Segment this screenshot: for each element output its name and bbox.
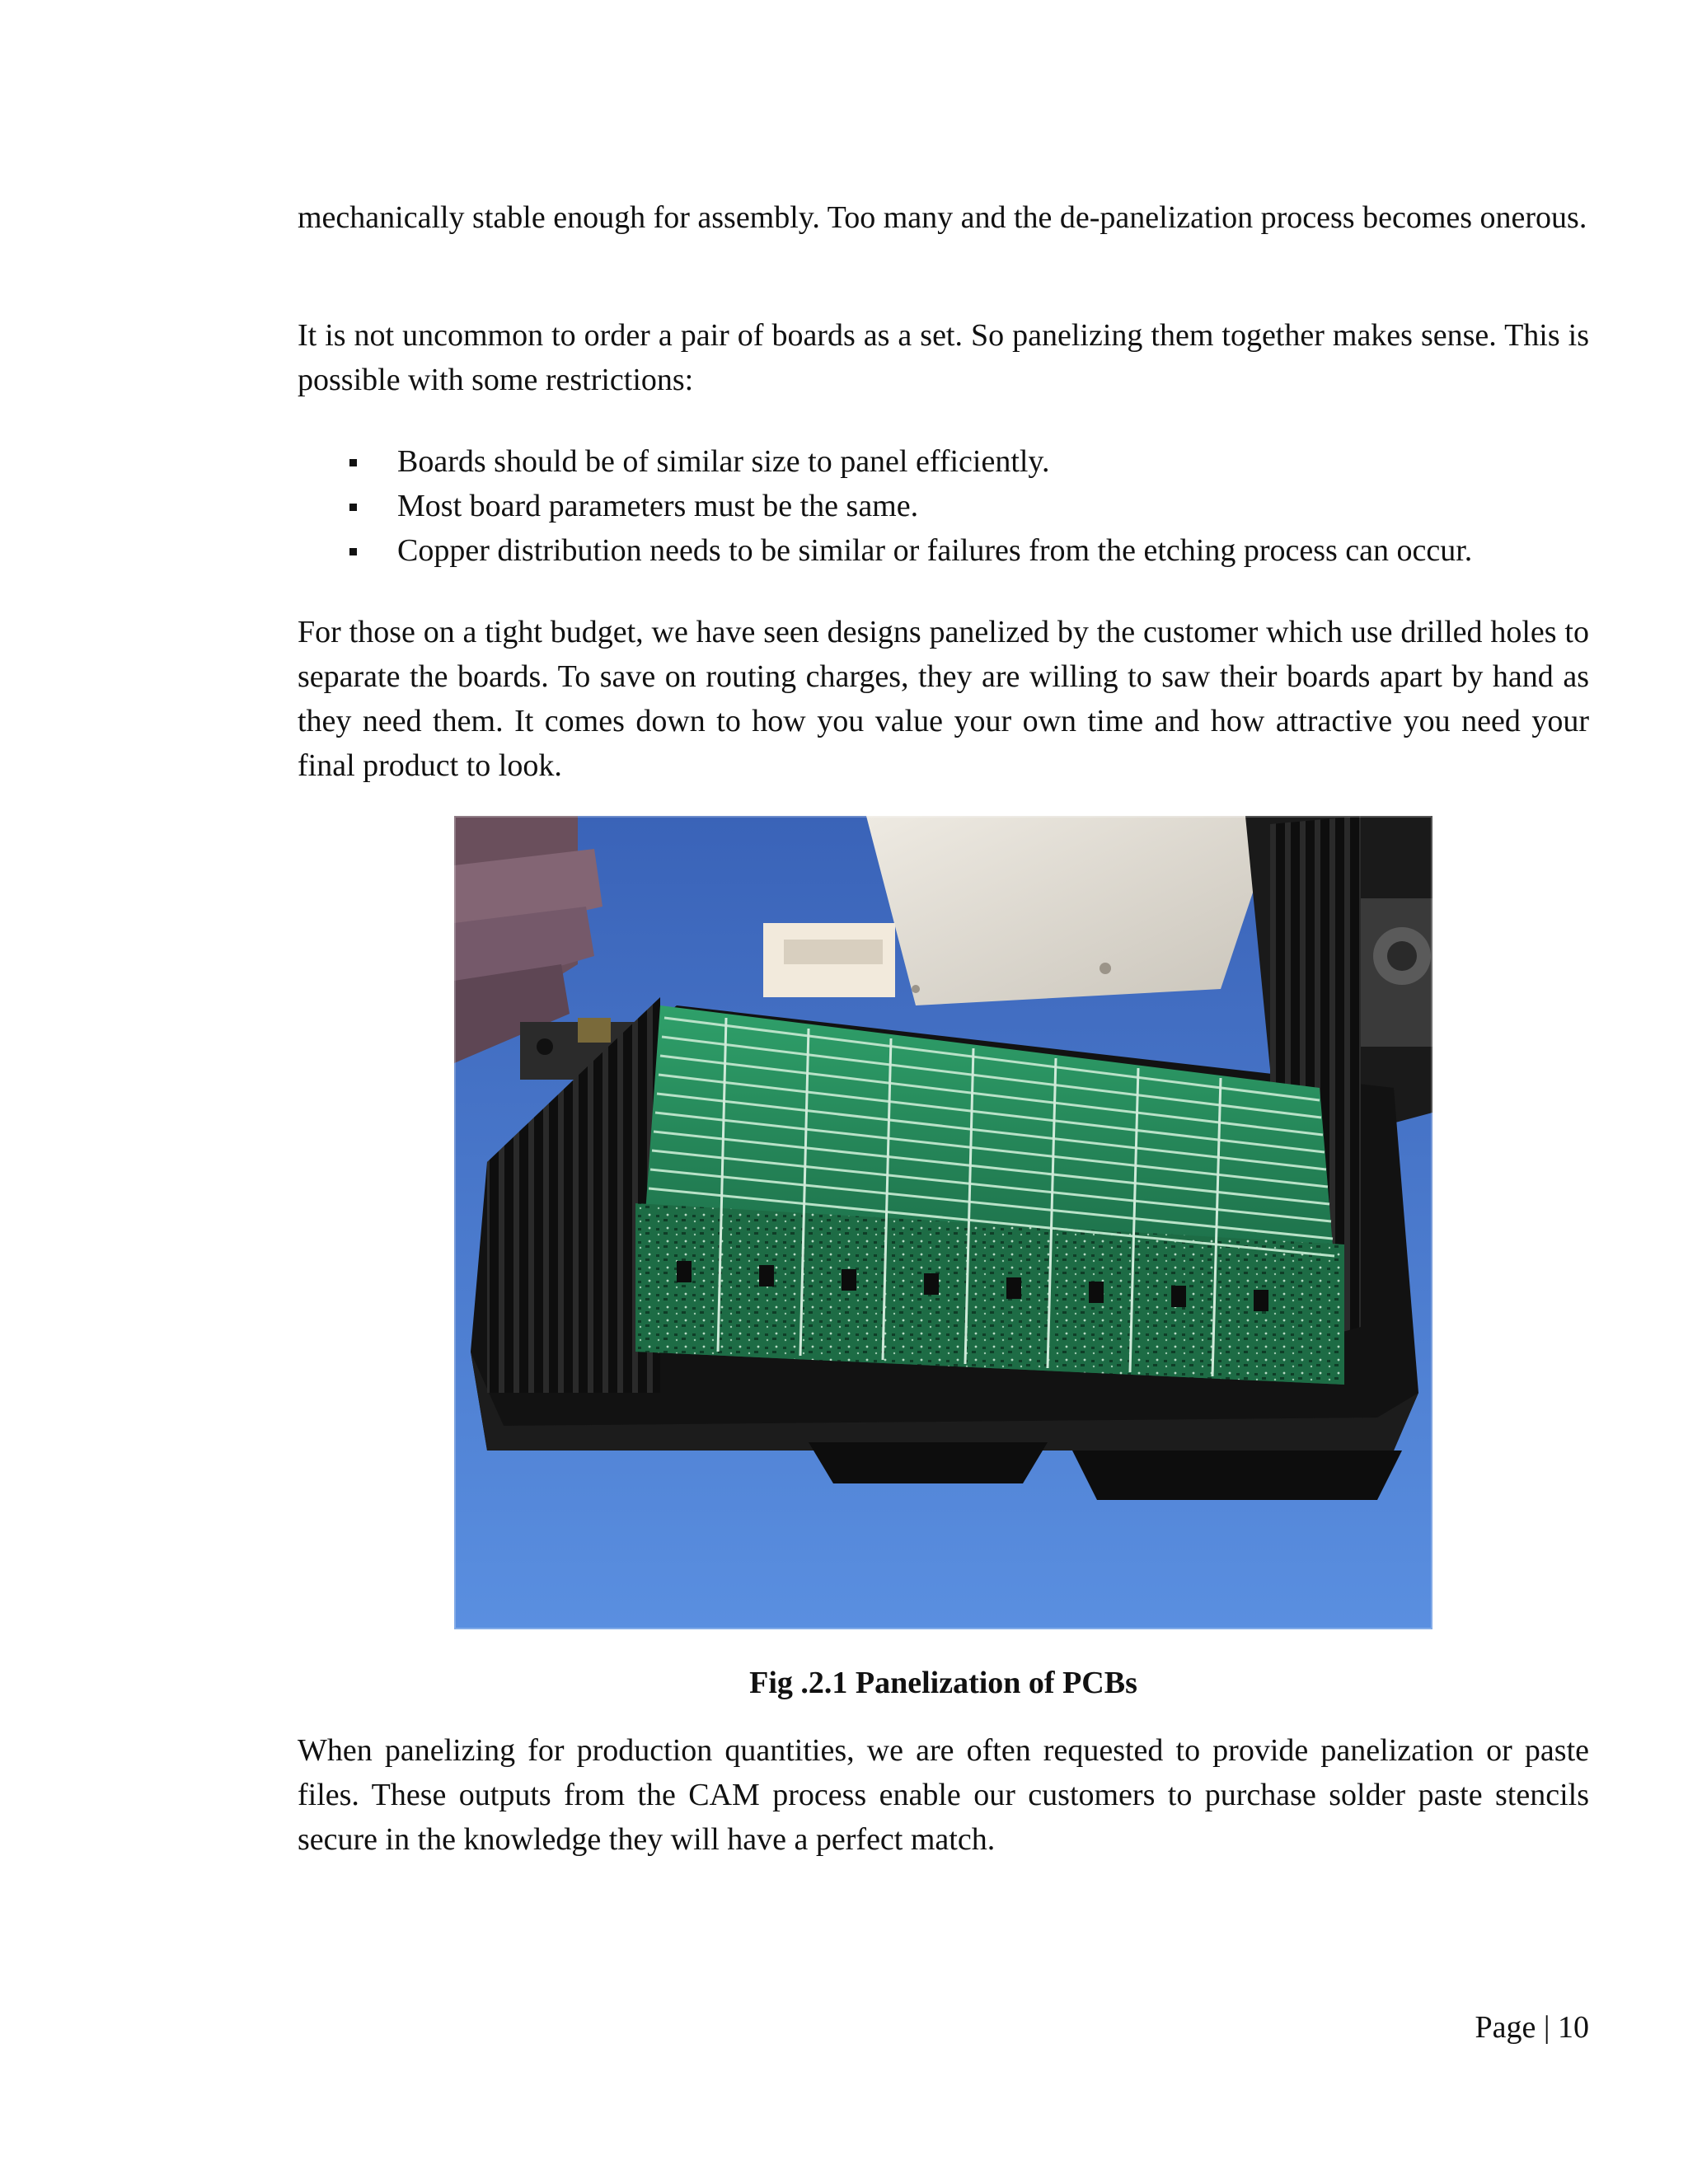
square-bullet-icon xyxy=(349,504,357,511)
list-item xyxy=(298,528,1589,573)
page-number: Page | 10 xyxy=(1475,2010,1589,2045)
square-bullet-icon xyxy=(349,459,357,466)
list-item-text: Boards should be of similar size to panel efficiently. xyxy=(397,444,1050,479)
pcb-photo-illustration xyxy=(454,816,1432,1629)
paragraph-1: mechanically stable enough for assembly. Too many and the de-panelization process becomes onerous. xyxy=(298,200,1587,235)
list-item-text: Most board parameters must be the same. xyxy=(397,489,919,523)
figure-caption: Fig .2.1 Panelization of PCBs xyxy=(749,1666,1137,1700)
list-item xyxy=(298,439,1589,484)
list-item xyxy=(298,484,1589,528)
restrictions-list xyxy=(298,439,1589,573)
pcb-panel-photo xyxy=(454,816,1432,1629)
square-bullet-icon xyxy=(349,548,357,555)
list-item-text: Copper distribution needs to be similar or failures from the etching process can occur. xyxy=(397,533,1473,568)
paragraph-2: It is not uncommon to order a pair of boards as a set. So panelizing them together makes sense. This is possible with some restrictions: xyxy=(298,318,1589,397)
paragraph-4: When panelizing for production quantities, we are often requested to provide panelization or paste files. These outputs from the CAM process enable our customers to purchase solder paste stencils secure in the knowledge they will have a perfect match. xyxy=(298,1733,1589,1857)
paragraph-3: For those on a tight budget, we have seen designs panelized by the customer which use drilled holes to separate the boards. To save on routing charges, they are willing to saw their boards apart by hand as they need them. It comes down to how you value your own time and how attractive you need your final product to look. xyxy=(298,615,1589,783)
